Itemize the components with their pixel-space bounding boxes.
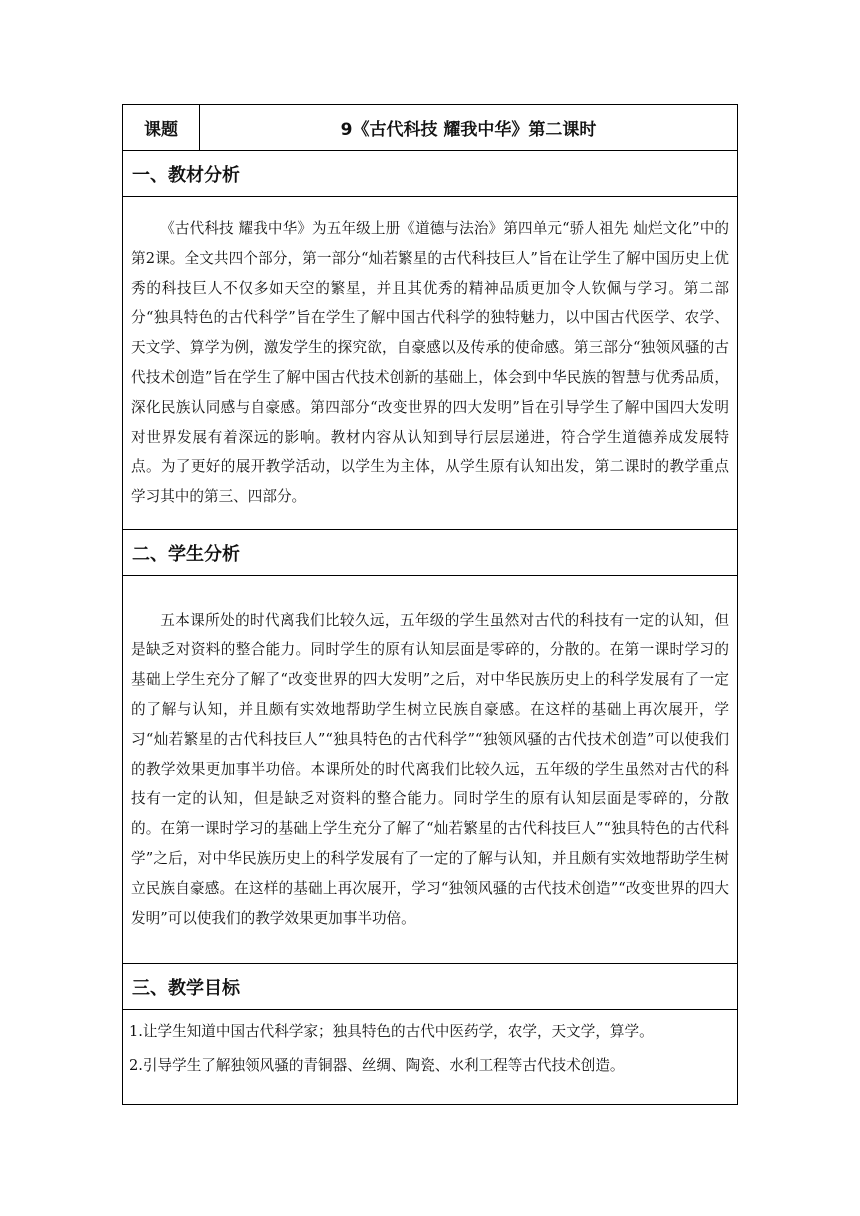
student-analysis-paragraph: 五本课所处的时代离我们比较久远，五年级的学生虽然对古代的科技有一定的认知，但是缺乏对资料的整合能力。同时学生的原有认知层面是零碎的，分散的。在第一课时学习的基础上学生充分了解了“改变世界的四大发明”之后，对中华民族历史上的科学发展有了一定的了解与认知，并且颇有实效地帮助学生树立民族自豪感。在这样的基础上再次展开，学习“灿若繁星的古代科技巨人”“独具特色的古代科学”“独领风骚的古代技术创造”可以使我们的教学效果更加事半功倍。本课所处的时代离我们比较久远，五年级的学生虽然对古代的科技有一定的认知，但是缺乏对资料的整合能力。同时学生的原有认知层面是零碎的，分散的。在第一课时学习的基础上学生充分了解了“灿若繁星的古代科技巨人”“独具特色的古代科学”之后，对中华民族历史上的科学发展有了一定的了解与认知，并且颇有实效地帮助学生树立民族自豪感。在这样的基础上再次展开，学习“独领风骚的古代技术创造”“改变世界的四大发明”可以使我们的教学效果更加事半功倍。 [131, 611, 729, 927]
section-heading-teaching-goals: 三、教学目标 [123, 964, 738, 1010]
section-body-row [123, 197, 738, 530]
section-heading-student-analysis: 二、学生分析 [123, 530, 738, 576]
section-body-row [123, 1010, 738, 1105]
topic-label: 课题 [123, 105, 200, 151]
lesson-title: 9《古代科技 耀我中华》第二课时 [200, 105, 738, 151]
teaching-goal-item: 2.引导学生了解独领风骚的青铜器、丝绸、陶瓷、水利工程等古代技术创造。 [129, 1057, 625, 1074]
title-row [123, 105, 738, 151]
textbook-analysis-paragraph: 《古代科技 耀我中华》为五年级上册《道德与法治》第四单元“骄人祖先 灿烂文化”中的第2课。全文共四个部分，第一部分“灿若繁星的古代科技巨人”旨在让学生了解中国历史上优秀的科技巨人不仅多如天空的繁星，并且其优秀的精神品质更加令人钦佩与学习。第二部分“独具特色的古代科学”旨在学生了解中国古代科学的独特魅力，以中国古代医学、农学、天文学、算学为例，激发学生的探究欲，自豪感以及传承的使命感。第三部分“独领风骚的古代技术创造”旨在学生了解中国古代技术创新的基础上，体会到中华民族的智慧与优秀品质，深化民族认同感与自豪感。第四部分“改变世界的四大发明”旨在引导学生了解中国四大发明对世界发展有着深远的影响。教材内容从认知到导行层层递进，符合学生道德养成发展特点。为了更好的展开教学活动，以学生为主体，从学生原有认知出发，第二课时的教学重点学习其中的第三、四部分。 [131, 220, 729, 506]
section-heading-row [123, 964, 738, 1010]
section-heading-textbook-analysis: 一、教材分析 [123, 151, 738, 197]
section-body-student-analysis [123, 576, 738, 964]
section-heading-row [123, 530, 738, 576]
section-body-textbook-analysis [123, 197, 738, 530]
section-heading-row [123, 151, 738, 197]
section-body-teaching-goals [123, 1010, 738, 1105]
section-body-row [123, 576, 738, 964]
lesson-plan-table [122, 104, 738, 1105]
teaching-goal-item: 1.让学生知道中国古代科学家；独具特色的古代中医药学，农学，天文学，算学。 [129, 1023, 654, 1040]
